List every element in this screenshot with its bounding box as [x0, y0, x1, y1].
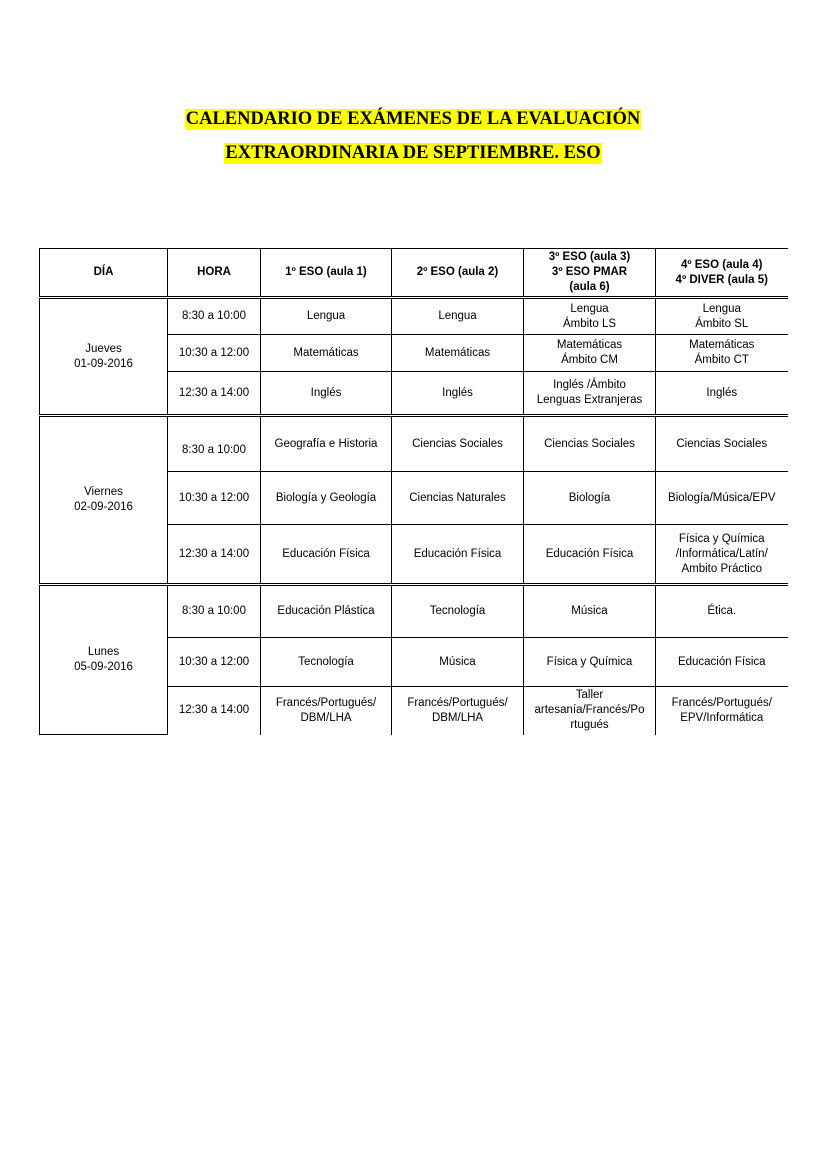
exam-cell: Lengua — [392, 298, 524, 335]
exam-cell: Tecnología — [261, 638, 392, 687]
exam-line: Lenguas Extranjeras — [536, 394, 643, 406]
header-eso1: 1º ESO (aula 1) — [261, 249, 392, 298]
exam-line: Lengua — [702, 302, 741, 315]
hora-cell: 10:30 a 12:00 — [168, 472, 261, 525]
exam-cell: Biología y Geología — [261, 472, 392, 525]
exam-line: Francés/Portugués/ — [671, 696, 772, 709]
exam-cell: Física y Química — [524, 638, 656, 687]
exam-cell: Inglés — [261, 372, 392, 416]
header-eso3 — [524, 249, 656, 298]
hora-cell: 10:30 a 12:00 — [168, 335, 261, 372]
exam-cell: Lengua — [261, 298, 392, 335]
exam-cell: Ciencias Sociales — [524, 416, 656, 472]
exam-cell: Tecnología — [392, 585, 524, 638]
day-cell-lunes — [40, 585, 168, 735]
exam-line: Ámbito LS — [562, 317, 617, 330]
exam-cell — [656, 525, 788, 585]
header-eso3-line1: 3º ESO (aula 3) — [548, 251, 631, 263]
exam-cell — [524, 687, 656, 735]
exam-cell: Geografía e Historia — [261, 416, 392, 472]
exam-cell: Ética. — [656, 585, 788, 638]
exam-line: Ambito Práctico — [681, 562, 763, 575]
exam-cell: Música — [524, 585, 656, 638]
exam-line: Inglés /Ámbito — [553, 379, 626, 391]
header-eso4 — [656, 249, 788, 298]
exam-line: /Informática/Latín/ — [675, 547, 768, 560]
header-eso3-line3: (aula 6) — [569, 281, 610, 293]
exam-line: rtugués — [570, 719, 609, 732]
table-row — [40, 298, 788, 335]
header-hora: HORA — [168, 249, 261, 298]
exam-cell — [656, 687, 788, 735]
hora-cell: 10:30 a 12:00 — [168, 638, 261, 687]
header-row — [40, 249, 788, 298]
hora-cell: 12:30 a 14:00 — [168, 372, 261, 416]
header-dia: DÍA — [40, 249, 168, 298]
day-cell-viernes — [40, 416, 168, 585]
day-name: Jueves — [85, 342, 122, 355]
exam-line: Ámbito CM — [561, 354, 618, 366]
exam-line: Matemáticas — [689, 339, 755, 351]
exam-line: Francés/Portugués/ — [275, 696, 377, 709]
header-eso3-line2: 3º ESO PMAR — [551, 266, 628, 278]
header-eso2: 2º ESO (aula 2) — [392, 249, 524, 298]
exam-cell: Educación Física — [392, 525, 524, 585]
exam-cell: Biología — [524, 472, 656, 525]
day-date: 01-09-2016 — [74, 357, 133, 370]
exam-line: Lengua — [570, 302, 609, 315]
exam-cell: Educación Plástica — [261, 585, 392, 638]
exam-cell: Matemáticas — [392, 335, 524, 372]
exam-cell — [656, 298, 788, 335]
day-date: 02-09-2016 — [74, 501, 133, 513]
table-row — [40, 585, 788, 638]
exam-cell — [524, 372, 656, 416]
exam-cell — [524, 298, 656, 335]
hora-cell: 8:30 a 10:00 — [168, 416, 261, 472]
exam-line: EPV/Informática — [680, 711, 764, 724]
exam-cell: Inglés — [656, 372, 788, 416]
exam-cell: Música — [392, 638, 524, 687]
exam-calendar-table — [39, 248, 788, 735]
day-name: Viernes — [84, 486, 123, 498]
header-eso4-line1: 4º ESO (aula 4) — [680, 258, 763, 271]
exam-cell — [656, 335, 788, 372]
exam-line: Matemáticas — [556, 339, 623, 351]
title-line-2 — [0, 143, 826, 164]
day-date: 05-09-2016 — [74, 661, 133, 673]
exam-line: Taller — [575, 689, 604, 702]
exam-cell: Educación Física — [261, 525, 392, 585]
exam-line: Física y Química — [678, 532, 765, 545]
exam-line: artesanía/Francés/Po — [534, 704, 645, 717]
exam-cell: Ciencias Sociales — [656, 416, 788, 472]
exam-cell — [392, 687, 524, 735]
exam-cell — [261, 687, 392, 735]
exam-cell: Biología/Música/EPV — [656, 472, 788, 525]
title-line-1 — [0, 109, 826, 130]
title-text-2: EXTRAORDINARIA DE SEPTIEMBRE. ESO — [225, 143, 601, 163]
exam-cell — [524, 335, 656, 372]
exam-cell: Inglés — [392, 372, 524, 416]
hora-cell: 8:30 a 10:00 — [168, 298, 261, 335]
header-eso4-line2: 4º DIVER (aula 5) — [675, 273, 768, 286]
exam-line: Francés/Portugués/ — [407, 696, 508, 709]
exam-cell: Matemáticas — [261, 335, 392, 372]
exam-line: Ámbito CT — [694, 354, 749, 366]
title-text-1: CALENDARIO DE EXÁMENES DE LA EVALUACIÓN — [185, 109, 641, 129]
day-cell-jueves — [40, 298, 168, 416]
exam-line: DBM/LHA — [300, 711, 352, 724]
exam-line: Ámbito SL — [695, 317, 749, 330]
exam-line: DBM/LHA — [431, 711, 484, 724]
hora-cell: 8:30 a 10:00 — [168, 585, 261, 638]
exam-cell: Ciencias Naturales — [392, 472, 524, 525]
exam-cell: Ciencias Sociales — [392, 416, 524, 472]
hora-cell: 12:30 a 14:00 — [168, 687, 261, 735]
exam-cell: Educación Física — [656, 638, 788, 687]
hora-cell: 12:30 a 14:00 — [168, 525, 261, 585]
table-row — [40, 416, 788, 472]
exam-cell: Educación Física — [524, 525, 656, 585]
day-name: Lunes — [87, 646, 120, 658]
